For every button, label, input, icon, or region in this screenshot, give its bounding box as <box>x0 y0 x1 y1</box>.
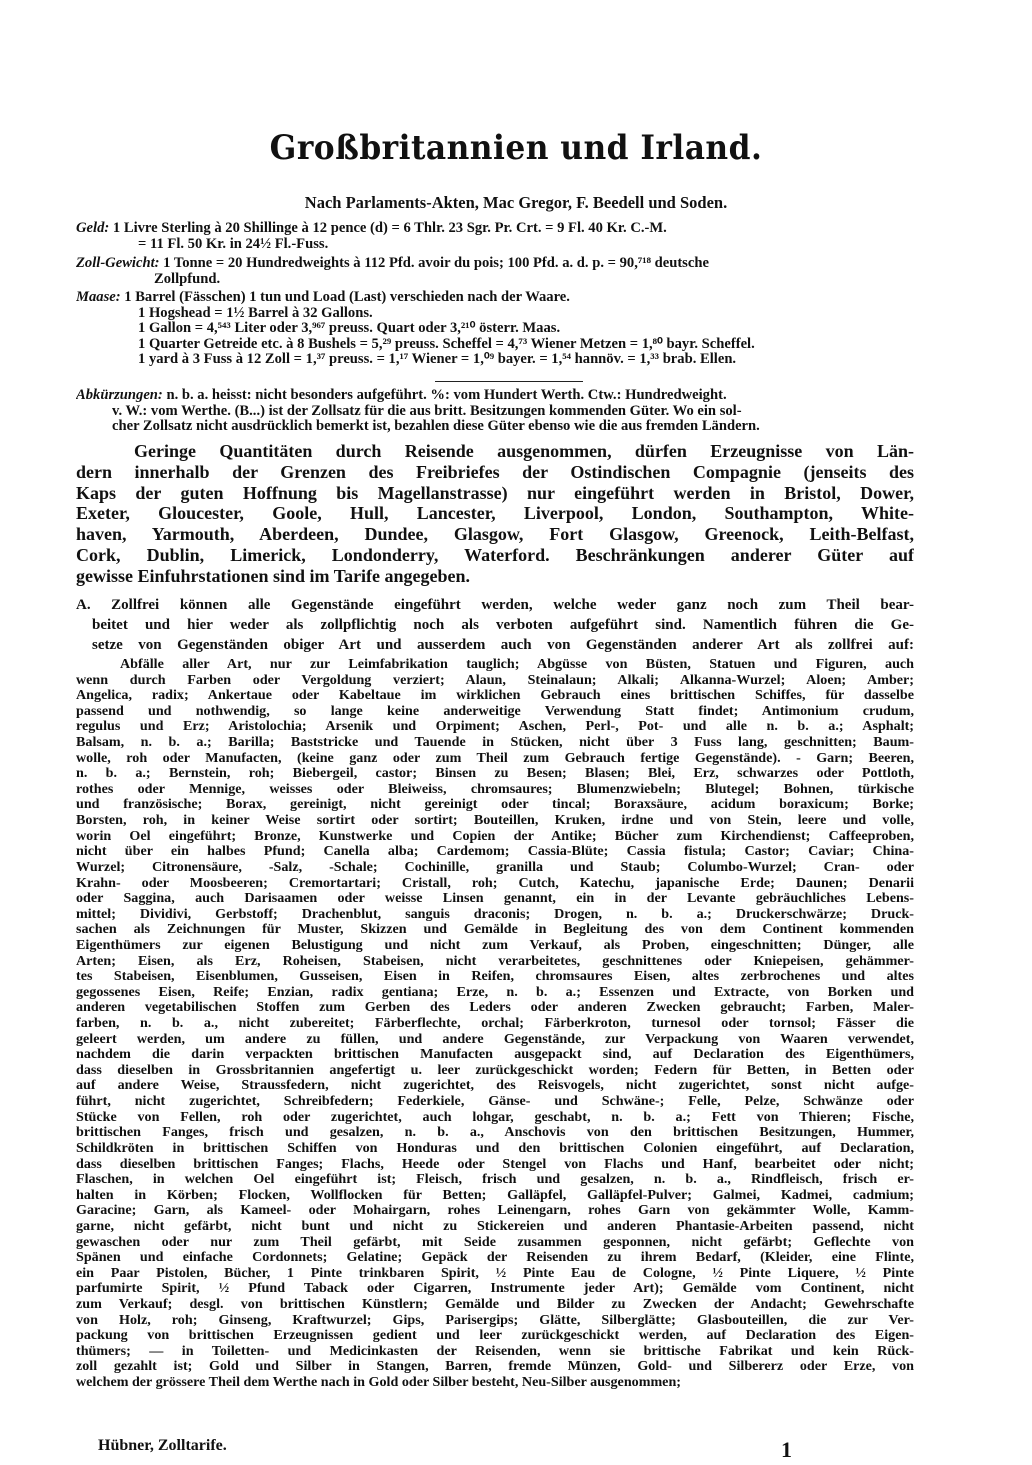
abbreviations-line: cher Zollsatz nicht ausdrücklich bemerkt ist, bezahlen diese Güter ebenso wie die aus fremden Ländern. <box>112 419 760 435</box>
measures-line: 1 Hogshead = 1½ Barrel à 32 Gallons. <box>138 305 373 321</box>
list-item-line: regulus und Erz; Aristolochia; Arsenik und Orpiment; Aschen, Perl-, Pot- und alle n. b. a.; Asphalt; <box>76 719 914 735</box>
duty-free-list <box>76 657 914 1391</box>
list-item-line: anderen vegetabilischen Stoffen zum Gerben des Leders oder anderen Zwecken gebraucht; Farben, Maler- <box>76 1000 914 1016</box>
list-item-line: dass dieselben in Grossbritannien angefertigt u. leer zurückgeschickt worden; Federn für Betten, in Betten oder <box>76 1062 914 1078</box>
list-item-line: Eigenthümers zur eigenen Belustigung und nicht zum Verkauf, als Proben, eingeschnitten; Dünger, alle <box>76 937 914 953</box>
money-block <box>76 221 914 252</box>
list-item-line: gegossenes Eisen, Reife; Enzian, radix gentiana; Erze, n. b. a.; Essenzen und Extracte, von Borken und <box>76 984 914 1000</box>
intro-paragraph <box>76 441 914 587</box>
list-item-line: zum Verkauf; desgl. von brittischen Künstlern; Gemälde und Bilder zu Zwecken der Andacht; Gewehrschafte <box>76 1296 914 1312</box>
list-item-line: führt, nicht zugerichtet, Schreibfedern; Federkiele, Gänse- und Schwäne-; Felle, Pelze, Schwänze oder <box>76 1094 914 1110</box>
money-line: = 11 Fl. 50 Kr. in 24½ Fl.-Fuss. <box>138 236 329 252</box>
list-item-line: n. b. a.; Bernstein, roh; Biebergeil, castor; Binsen zu Besen; Blasen; Blei, Erz, schwarzes oder Pottloth, <box>76 766 914 782</box>
list-item-line: wolle, roh oder Manufacten, (keine ganz oder zum Theil zum Gebrauch fertige Gegenstände). - Garn; Beeren, <box>76 750 914 766</box>
section-a-line: beitet und hier weder als zollpflichtig noch als verboten aufgeführt sind. Namentlich führen die Ge- <box>92 617 914 633</box>
list-item-line: Borsten, roh, in keiner Weise sortirt oder sortirt; Bouteillen, Kruken, irdne und von Stein, leere und volle, <box>76 813 914 829</box>
list-item-line: gewaschen oder nur zum Theil gefärbt, mit Seide zusammen gesponnen, nicht gefärbt; Geflechte von <box>76 1234 914 1250</box>
list-item-line: rothes oder Mennige, weisses oder Bleiweiss, chromsaures; Blumenzwiebeln; Blutegel; Bohnen, türkische <box>76 781 914 797</box>
list-item-line: wenn durch Farben oder Vergoldung verziert; Alaun, Steinalaun; Alkali; Alkanna-Wurzel; Aloen; Amber; <box>76 672 914 688</box>
abbreviations-block <box>76 388 914 435</box>
customs-weight-block <box>76 256 914 287</box>
customs-weight-line: Zollpfund. <box>154 271 221 287</box>
list-item-line: packung von brittischen Erzeugnissen gedient und leer zurückgeschickt werden, auf Declaration des Eigen- <box>76 1328 914 1344</box>
list-item-line: Krahn- oder Moosbeeren; Cremortartari; Cristall, roh; Cutch, Katechu, japanische Erde; Daunen; Denarii <box>76 875 914 891</box>
intro-line: dern innerhalb der Grenzen des Freibriefes der Ostindischen Compagnie (jenseits des <box>76 461 914 482</box>
list-item-line: Schildkröten in brittischen Schiffen von Honduras und den brittischen Colonien eingeführt, auf Declaration, <box>76 1140 914 1156</box>
list-item-line: oder Saggina, auch Darisaamen oder weisse Linsen genannt, ein in der Levante gebräuchliches Lebens- <box>76 891 914 907</box>
money-label: Geld: <box>76 221 110 236</box>
abbreviations-line: n. b. a. heisst: nicht besonders aufgeführt. %: vom Hundert Werth. Ctw.: Hundredweight. <box>166 388 727 403</box>
list-item-line: dass dieselben brittischen Fanges; Flachs, Heede oder Stengel von Flachs und Hanf, bearbeitet oder nicht; <box>76 1156 914 1172</box>
list-item-line: Spänen und einfache Cordonnets; Gelatine; Gepäck der Reisenden zu ihrem Bedarf, (Kleider, eine Flinte, <box>76 1250 914 1266</box>
intro-line: Kaps der guten Hoffnung bis Magellanstrasse) nur eingeführt werden in Bristol, Dower, <box>76 482 914 503</box>
measures-line: 1 Gallon = 4,⁵⁴³ Liter oder 3,⁹⁶⁷ preuss. Quart oder 3,²¹⁰ österr. Maas. <box>138 321 561 337</box>
list-item-line: Arten; Eisen, als Erz, Roheisen, Stabeisen, nicht verarbeitetes, geschnittenes oder Kniepeisen, gehämmer- <box>76 953 914 969</box>
list-item-line: farben, n. b. a., nicht zubereitet; Färberflechte, orchal; Färberkroton, turnesol oder tornsol; Fässer die <box>76 1016 914 1032</box>
list-item-line: Angelica, radix; Ankertaue oder Kabeltaue im wirklichen Gebrauch eines brittischen Schiffes, für dasselbe <box>76 688 914 704</box>
customs-weight-line: 1 Tonne = 20 Hundredweights à 112 Pfd. avoir du pois; 100 Pfd. a. d. p. = 90,⁷¹⁸ deutsche <box>163 256 709 271</box>
list-item-line: brittischen Fanges, frisch und gesalzen, n. b. a., Anschovis von den brittischen Besitzungen, Hummer, <box>76 1125 914 1141</box>
list-item-line: tes Stabeisen, Eisenblumen, Gusseisen, Eisen in Reifen, chromsaures Eisen, altes zerbrochenes und altes <box>76 969 914 985</box>
measures-line: 1 Quarter Getreide etc. à 8 Bushels = 5,²⁹ preuss. Scheffel = 4,⁷³ Wiener Metzen = 1,⁸⁰ bayr. Scheffel. <box>138 336 755 352</box>
measures-block <box>76 290 914 368</box>
section-a-line: setze von Gegenständen obiger Art und ausserdem auch von Gegenständen anderer Art als zollfrei auf: <box>92 637 914 653</box>
section-a-paragraph <box>76 595 914 655</box>
list-item-line: von Holz, roh; Ginseng, Kraftwurzel; Gips, Parisergips; Glätte, Silberglätte; Glasbouteillen, die zur Ver- <box>76 1312 914 1328</box>
intro-line: Cork, Dublin, Limerick, Londonderry, Waterford. Beschränkungen anderer Güter auf <box>76 544 914 565</box>
page-subtitle: Nach Parlaments-Akten, Mac Gregor, F. Beedell und Soden. <box>304 193 728 212</box>
measures-label: Maase: <box>76 290 121 305</box>
footer-publisher: Hübner, Zolltarife. <box>98 1437 227 1454</box>
list-item-line: Abfälle aller Art, nur zur Leimfabrikation tauglich; Abgüsse von Büsten, Statuen und Figuren, auch <box>120 657 914 672</box>
list-item-line: auf andere Weise, Straussfedern, nicht zugerichtet, des Reisvogels, nicht zugerichtet, sonst nicht aufge- <box>76 1078 914 1094</box>
list-item-line: halten in Körben; Flocken, Wollflocken für Betten; Galläpfel, Galläpfel-Pulver; Galmei, Kadmei, cadmium; <box>76 1187 914 1203</box>
page-title: Großbritannien und Irland. <box>269 128 763 168</box>
section-divider <box>435 381 583 382</box>
section-a-line: A. Zollfrei können alle Gegenstände eingeführt werden, welche weder ganz noch zum Theil bear- <box>76 597 914 613</box>
measures-line: 1 yard à 3 Fuss à 12 Zoll = 1,³⁷ preuss. = 1,¹⁷ Wiener = 1,⁰⁹ bayer. = 1,⁵⁴ hannöv. = 1,³³ brab. Ellen. <box>138 352 737 368</box>
measures-line: 1 Barrel (Fässchen) 1 tun und Load (Last) verschieden nach der Waare. <box>124 290 570 305</box>
list-item-line: mittel; Dividivi, Gerbstoff; Drachenblut, sanguis draconis; Drogen, n. b. a.; Druckerschwärze; Druck- <box>76 906 914 922</box>
list-item-line: und französische; Borax, gereinigt, nicht gereinigt oder tincal; Boraxsäure, acidum boraxicum; Borke; <box>76 797 914 813</box>
list-item-line: geleert werden, um andere zu füllen, und andere Gegenstände, zur Verpackung von Waaren verwendet, <box>76 1031 914 1047</box>
list-item-line: Balsam, n. b. a.; Barilla; Baststricke und Tauende in Stücken, nicht über 3 Fuss lang, geschnitten; Baum- <box>76 735 914 751</box>
list-item-line: Wurzel; Citronensäure, -Salz, -Schale; Cochinille, granilla und Staub; Columbo-Wurzel; Cran- oder <box>76 859 914 875</box>
intro-line: haven, Yarmouth, Aberdeen, Dundee, Glasgow, Fort Glasgow, Greenock, Leith-Belfast, <box>76 524 914 545</box>
list-item-line: ein Paar Pistolen, Bücher, 1 Pinte trinkbaren Spirit, ½ Pinte Eau de Cologne, ½ Pinte Liquere, ½ Pinte <box>76 1265 914 1281</box>
list-item-line: garne, nicht gefärbt, nicht bunt und nicht zu Stickereien und anderen Phantasie-Arbeiten passend, nicht <box>76 1218 914 1234</box>
list-item-line: Flaschen, in welchen Oel eingeführt ist; Fleisch, frisch und gesalzen, n. b. a., Rindfleisch, frisch er- <box>76 1172 914 1188</box>
intro-line: gewisse Einfuhrstationen sind im Tarife angegeben. <box>76 565 471 586</box>
abbreviations-line: v. W.: vom Werthe. (B...) ist der Zollsatz für die aus britt. Besitzungen kommenden Güter. Wo ein sol- <box>112 403 742 419</box>
intro-line: Geringe Quantitäten durch Reisende ausgenommen, dürfen Erzeugnisse von Län- <box>134 441 914 461</box>
page-number: 1 <box>781 1437 792 1462</box>
list-item-line: welchem der grössere Theil dem Werthe nach in Gold oder Silber besteht, Neu-Silber ausgenommen; <box>76 1375 681 1391</box>
customs-weight-label: Zoll-Gewicht: <box>76 256 160 271</box>
list-item-line: Garacine; Garn, als Kameel- oder Mohairgarn, rohes Leinengarn, rohes Garn von gekämmter Wolle, Kamm- <box>76 1203 914 1219</box>
list-item-line: parfumirte Spirit, ½ Pfund Taback oder Cigarren, Instrumente jeder Art); Gemälde vom Continent, nicht <box>76 1281 914 1297</box>
list-item-line: Stücke von Fellen, roh oder zugerichtet, auch lohgar, geschabt, n. b. a.; Fett von Thieren; Fische, <box>76 1109 914 1125</box>
list-item-line: sachen als Zeichnungen für Muster, Skizzen und Gemälde in Begleitung des von dem Continent kommenden <box>76 922 914 938</box>
list-item-line: passend und nothwendig, so lange keine anderweitige Verwendung Statt findet; Antimonium crudum, <box>76 703 914 719</box>
list-item-line: nicht über ein halbes Pfund; Canella alba; Cardemom; Cassia-Blüte; Cassia fistula; Castor; Caviar; China- <box>76 844 914 860</box>
list-item-line: zoll gezahlt ist; Gold und Silber in Stangen, Barren, fremde Münzen, Gold- und Silbererz oder Erze, von <box>76 1359 914 1375</box>
list-item-line: thümers; — in Toiletten- und Medicinkasten der Reisenden, wenn sie brittische Fabrikat und kein Rück- <box>76 1343 914 1359</box>
list-item-line: worin Oel eingeführt; Bronze, Kunstwerke und Copien der Antike; Bücher zum Kirchendienst; Caffeeproben, <box>76 828 914 844</box>
abbreviations-label: Abkürzungen: <box>76 388 163 403</box>
money-line: 1 Livre Sterling à 20 Shillinge à 12 pence (d) = 6 Thlr. 23 Sgr. Pr. Crt. = 9 Fl. 40 Kr. C.-M. <box>112 221 667 236</box>
intro-line: Exeter, Gloucester, Goole, Hull, Lancester, Liverpool, London, Southampton, White- <box>76 503 914 524</box>
list-item-line: nachdem die darin verpackten brittischen Manufacten ausgepackt sind, auf Declaration des Eigenthümers, <box>76 1047 914 1063</box>
